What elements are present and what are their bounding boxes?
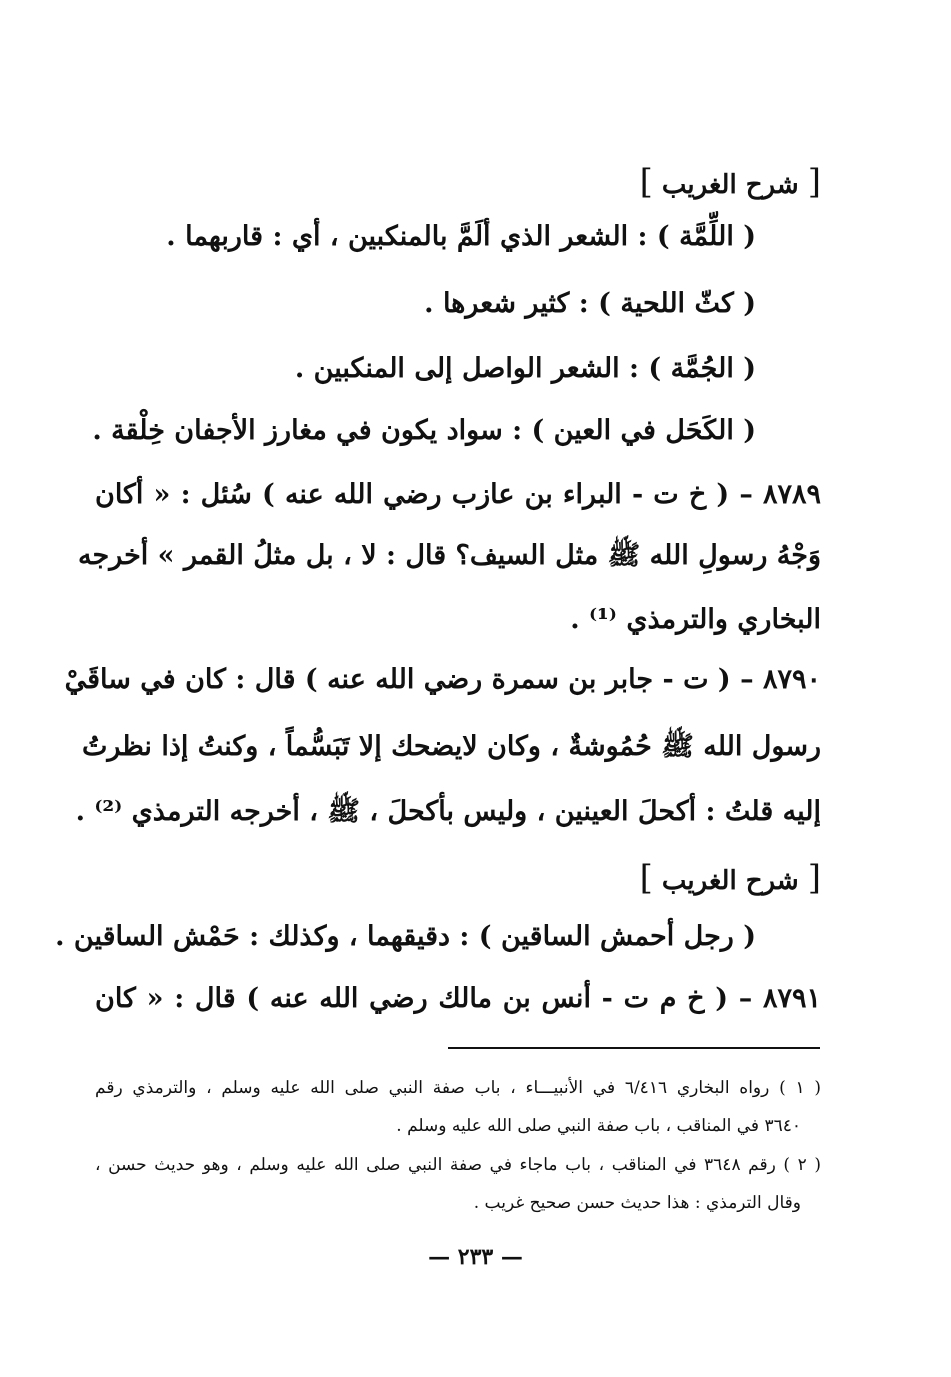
hadith-8791-line-1: ٨٧٩١ – ( خ م ت - أنس بن مالك رضي الله عنه ) قال : « كان <box>95 983 821 1014</box>
gloss-line-1: ( اللِّمَّة ) : الشعر الذي ألَمَّ بالمنكبين ، أي : قاربهما . <box>166 221 756 252</box>
page-number: — ٢٣٣ — <box>428 1244 523 1270</box>
hadith-8789-line-3: البخاري والترمذي ⁽¹⁾ . <box>570 604 821 635</box>
section-heading-gloss <box>100 162 821 205</box>
gloss-line-3: ( الجُمَّة ) : الشعر الواصل إلى المنكبين . <box>294 353 756 384</box>
close-bracket: ] <box>639 858 653 898</box>
close-bracket: ] <box>639 162 653 202</box>
footnote-1-line-2: ٣٦٤٠ في المناقب ، باب صفة النبي صلى الله عليه وسلم . <box>396 1116 801 1136</box>
hadith-8790-line-2: رسول الله ﷺ حُمُوشةٌ ، وكان لايضحك إلا تَبَسُّماً ، وكنتُ إذا نظرتُ <box>81 731 821 762</box>
section-heading-text: شرح الغريب <box>661 170 799 200</box>
open-bracket: [ <box>807 858 821 898</box>
hadith-8789-line-1: ٨٧٨٩ – ( خ ت - البراء بن عازب رضي الله عنه ) سُئل : « أكان <box>95 479 821 510</box>
section-heading-text: شرح الغريب <box>661 866 799 896</box>
hadith-8790-line-3: إليه قلتُ : أكحلَ العينين ، وليس بأكحلَ ، ﷺ ، أخرجه الترمذي ⁽²⁾ . <box>75 796 821 827</box>
section-heading-gloss-2 <box>100 858 821 901</box>
footnote-2-line-1: ( ٢ ) رقم ٣٦٤٨ في المناقب ، باب ماجاء في صفة النبي صلى الله عليه وسلم ، وهو حديث حسن ، <box>95 1155 822 1175</box>
footnote-separator <box>448 1047 820 1049</box>
footnote-2-line-2: وقال الترمذي : هذا حديث حسن صحيح غريب . <box>473 1193 801 1213</box>
footnote-1-line-1: ( ١ ) رواه البخاري ٦/٤١٦ في الأنبيـــاء ، باب صفة النبي صلى الله عليه وسلم ، والترمذي رقم <box>95 1078 822 1098</box>
gloss-line-4: ( الكَحَل في العين ) : سواد يكون في مغارز الأجفان خِلْقة . <box>92 415 756 446</box>
hadith-8790-line-1: ٨٧٩٠ – ( ت - جابر بن سمرة رضي الله عنه ) قال : كان في ساقَيْ <box>64 664 821 695</box>
gloss2-line-1: ( رجل أحمش الساقين ) : دقيقهما ، وكذلك : حَمْش الساقين . <box>55 921 756 952</box>
open-bracket: [ <box>807 162 821 202</box>
hadith-8789-line-2: وَجْهُ رسولِ الله ﷺ مثل السيف؟ قال : لا ، بل مثلُ القمر » أخرجه <box>78 540 821 571</box>
gloss-line-2: ( كثّ اللحية ) : كثير شعرها . <box>424 288 756 319</box>
